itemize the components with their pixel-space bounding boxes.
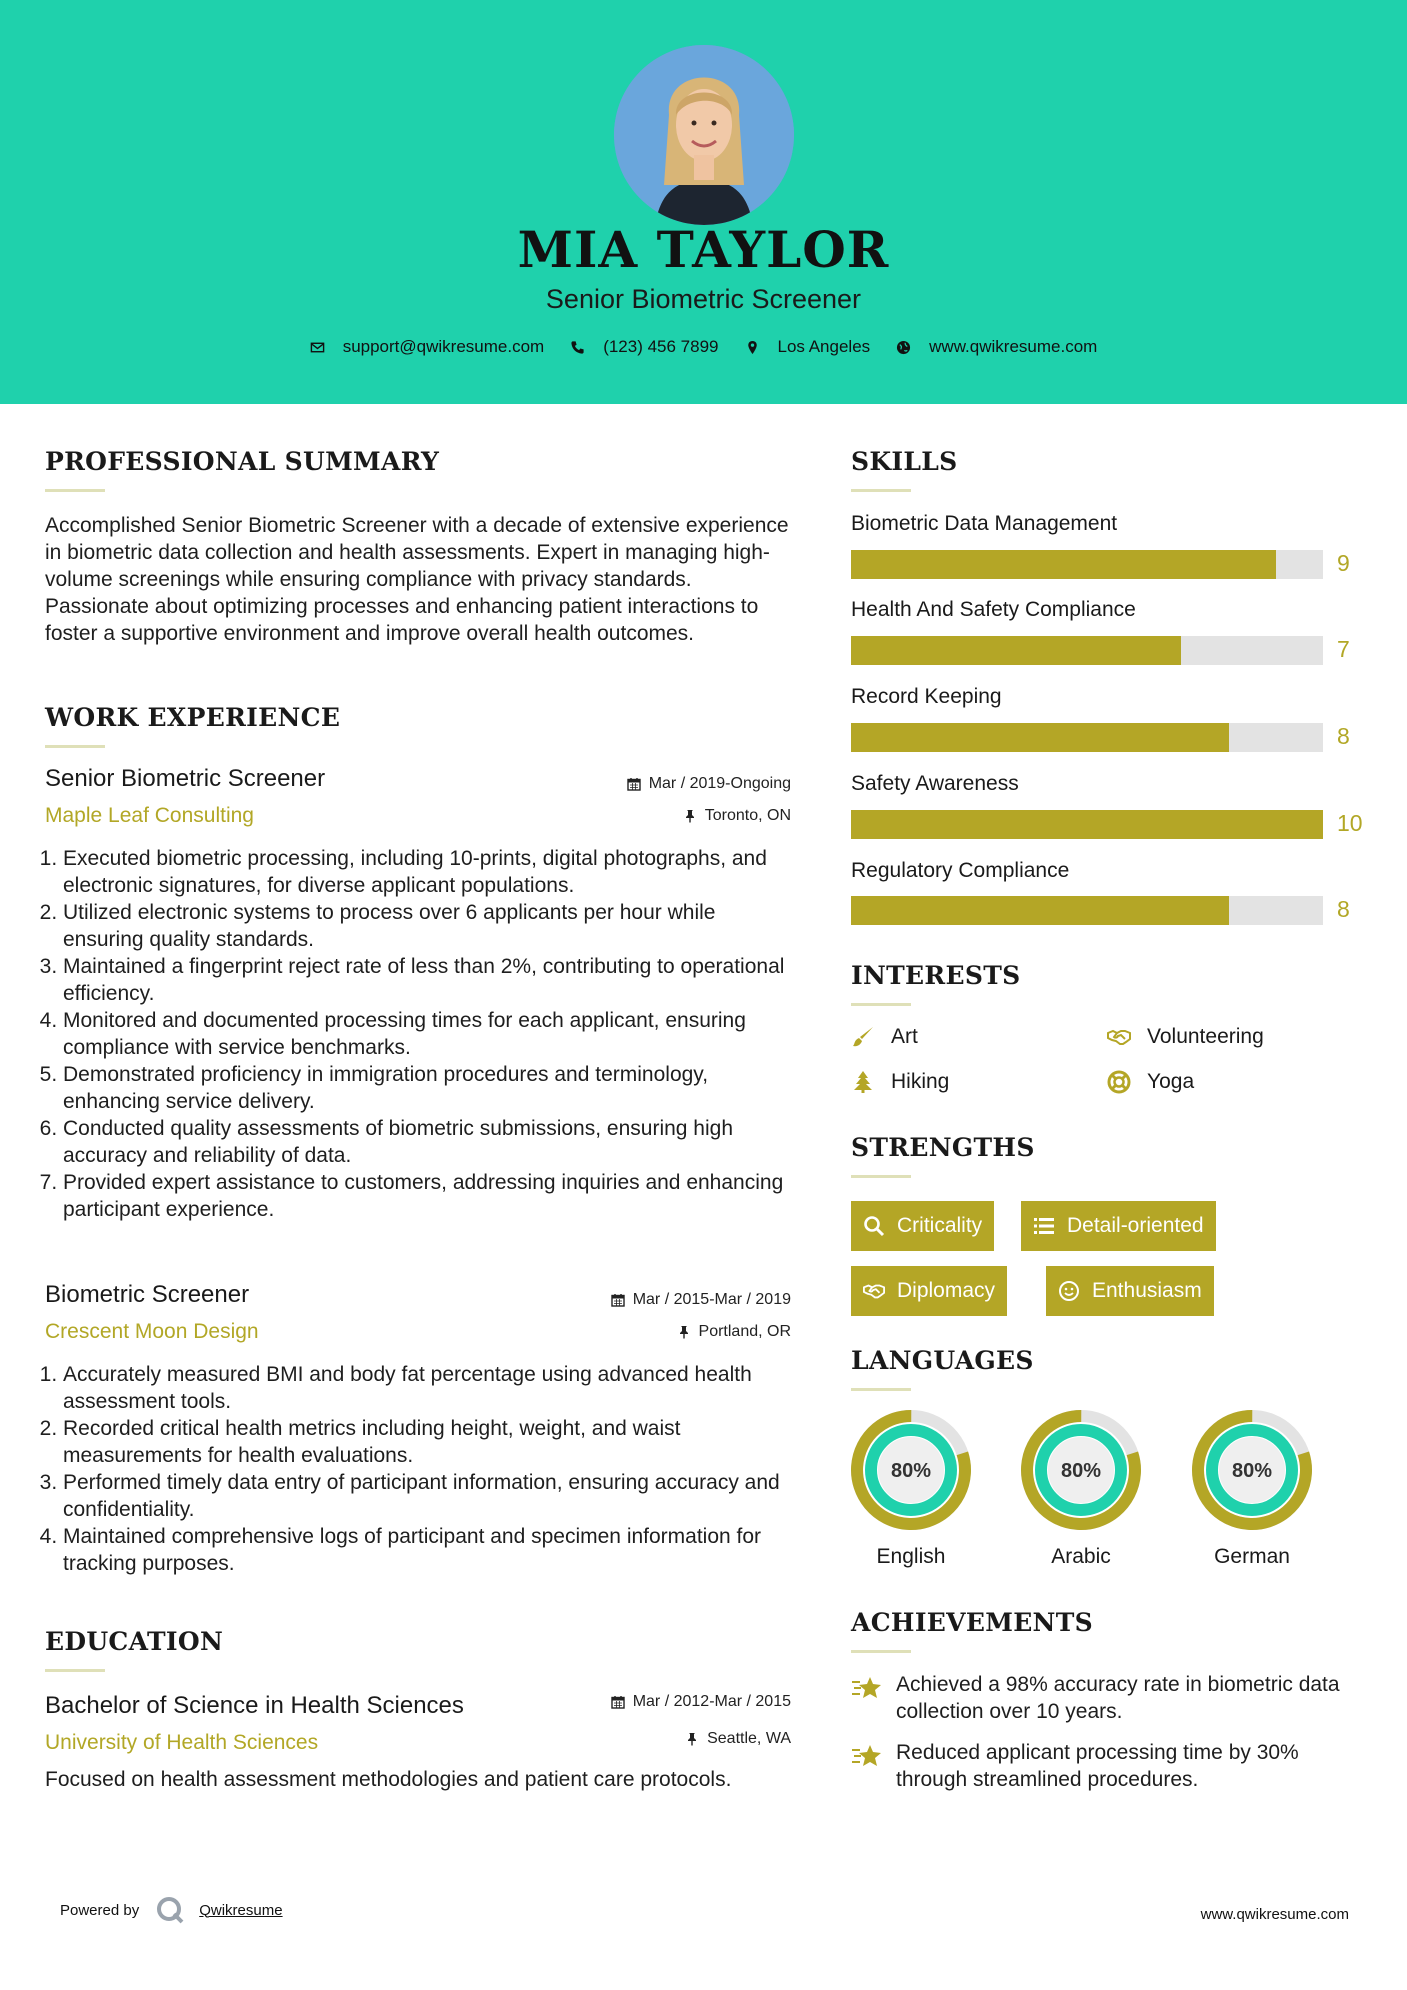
summary-heading: PROFESSIONAL SUMMARY	[45, 447, 440, 476]
calendar-icon	[627, 777, 641, 791]
skill-bar-track	[851, 810, 1323, 839]
skill-name: Biometric Data Management	[851, 512, 1118, 535]
footer-brand-link[interactable]: Qwikresume	[199, 1901, 283, 1919]
qwikresume-logo-icon	[155, 1895, 185, 1925]
job-location-text: Portland, OR	[698, 1323, 791, 1340]
skill-name: Health And Safety Compliance	[851, 598, 1136, 621]
skill-bar-fill	[851, 810, 1323, 839]
language-name: English	[876, 1545, 946, 1568]
contact-bar	[0, 337, 1407, 357]
skill-bar-track	[851, 550, 1323, 579]
job-duties	[45, 845, 795, 1223]
candidate-name: MIA TAYLOR	[517, 220, 890, 279]
language-percent: 80%	[1060, 1460, 1102, 1482]
language-name: German	[1214, 1545, 1290, 1568]
skill-value: 8	[1337, 896, 1350, 922]
job-location	[683, 807, 791, 825]
contact-phone-text: (123) 456 7899	[603, 337, 719, 356]
contact-email-text: support@qwikresume.com	[342, 337, 545, 356]
contact-location	[745, 337, 871, 357]
paintbrush-icon	[851, 1025, 875, 1049]
skill-name: Safety Awareness	[851, 772, 1019, 795]
language-item	[850, 1409, 972, 1569]
globe-icon	[896, 340, 911, 355]
skill-name: Record Keeping	[851, 685, 1002, 708]
calendar-icon	[611, 1293, 625, 1307]
phone-icon	[570, 340, 585, 355]
education-heading: EDUCATION	[45, 1627, 224, 1656]
contact-location-text: Los Angeles	[777, 337, 871, 356]
map-pin-icon	[745, 340, 760, 355]
list-item: 5. Demonstrated proficiency in immigration procedures and terminology, enhancing service delivery.	[63, 1061, 795, 1115]
strength-tag	[1046, 1266, 1214, 1316]
achievement-text: Reduced applicant processing time by 30% through streamlined procedures.	[896, 1741, 1299, 1791]
contact-website-text: www.qwikresume.com	[929, 337, 1098, 356]
job-role: Biometric Screener	[45, 1281, 250, 1308]
language-percent: 80%	[890, 1460, 932, 1482]
strength-tag	[851, 1201, 994, 1251]
list-item: 3. Maintained a fingerprint reject rate of less than 2%, contributing to operational efficiency.	[63, 953, 795, 1007]
achievement-item	[851, 1671, 1361, 1725]
pushpin-icon	[677, 1325, 691, 1339]
strength-label: Enthusiasm	[1092, 1279, 1202, 1302]
language-name: Arabic	[1051, 1545, 1111, 1568]
achievement-text: Achieved a 98% accuracy rate in biometric data collection over 10 years.	[896, 1673, 1340, 1723]
contact-website[interactable]	[896, 337, 1097, 357]
skill-bar-track	[851, 636, 1323, 665]
interests-heading: INTERESTS	[851, 961, 1021, 990]
interest-label: Volunteering	[1147, 1025, 1264, 1048]
language-ring	[850, 1409, 972, 1531]
pushpin-icon	[685, 1732, 699, 1746]
strength-label: Criticality	[897, 1214, 983, 1237]
job-role: Senior Biometric Screener	[45, 765, 326, 792]
star-badge-icon	[851, 1742, 883, 1772]
list-item: 1. Executed biometric processing, including 10-prints, digital photographs, and electronic signatures, for diverse applicant populations.	[63, 845, 795, 899]
job-company: Maple Leaf Consulting	[45, 804, 254, 827]
candidate-title: Senior Biometric Screener	[545, 284, 862, 314]
language-item	[1191, 1409, 1313, 1569]
interest-item	[1107, 1025, 1264, 1049]
powered-by-text: Powered by	[60, 1901, 140, 1919]
language-percent: 80%	[1231, 1460, 1273, 1482]
job-dates-text: Mar / 2015-Mar / 2019	[632, 1291, 791, 1308]
lifebuoy-icon	[1107, 1070, 1131, 1094]
skill-bar-track	[851, 896, 1323, 925]
achievement-item	[851, 1739, 1361, 1793]
strength-label: Detail-oriented	[1067, 1214, 1204, 1237]
skill-bar-fill	[851, 896, 1229, 925]
job-dates	[611, 1291, 791, 1309]
skill-value: 9	[1337, 550, 1350, 576]
star-badge-icon	[851, 1674, 883, 1704]
calendar-icon	[611, 1695, 625, 1709]
language-ring	[1191, 1409, 1313, 1531]
handshake-icon	[1107, 1025, 1131, 1049]
list-item: 6. Conducted quality assessments of biometric submissions, ensuring high accuracy and reliability of data.	[63, 1115, 795, 1169]
skill-bar-track	[851, 723, 1323, 752]
job-location-text: Toronto, ON	[704, 807, 791, 824]
skill-bar-fill	[851, 550, 1276, 579]
interest-item	[851, 1025, 918, 1049]
strength-tag	[1021, 1201, 1216, 1251]
interest-label: Hiking	[891, 1070, 950, 1093]
list-item: 2. Utilized electronic systems to process over 6 applicants per hour while ensuring quality standards.	[63, 899, 795, 953]
education-dates	[611, 1693, 791, 1711]
list-icon	[1033, 1215, 1055, 1237]
job-location	[677, 1323, 791, 1341]
language-ring	[1020, 1409, 1142, 1531]
interest-label: Yoga	[1147, 1070, 1195, 1093]
job-company: Crescent Moon Design	[45, 1320, 259, 1343]
footer-powered-by	[60, 1895, 283, 1925]
list-item: 1. Accurately measured BMI and body fat percentage using advanced health assessment tools.	[63, 1361, 795, 1415]
education-location	[685, 1730, 791, 1748]
education-dates-text: Mar / 2012-Mar / 2015	[632, 1693, 791, 1710]
strength-label: Diplomacy	[897, 1279, 996, 1302]
pushpin-icon	[683, 809, 697, 823]
skill-name: Regulatory Compliance	[851, 859, 1070, 882]
education-description: Focused on health assessment methodologies and patient care protocols.	[45, 1768, 732, 1791]
education-location-text: Seattle, WA	[707, 1730, 791, 1747]
job-dates	[627, 775, 791, 793]
skills-heading: SKILLS	[851, 447, 958, 476]
profile-photo-illustration	[614, 45, 794, 225]
language-item	[1020, 1409, 1142, 1569]
experience-heading: WORK EXPERIENCE	[45, 703, 341, 732]
list-item: 7. Provided expert assistance to customers, addressing inquiries and enhancing participant experience.	[63, 1169, 795, 1223]
interest-item	[851, 1070, 949, 1094]
smile-icon	[1058, 1280, 1080, 1302]
list-item: 4. Monitored and documented processing times for each applicant, ensuring compliance with service benchmarks.	[63, 1007, 795, 1061]
skill-bar-fill	[851, 636, 1181, 665]
resume-header	[0, 0, 1407, 404]
education-school: University of Health Sciences	[45, 1731, 319, 1754]
strength-tag	[851, 1266, 1007, 1316]
list-item: 2. Recorded critical health metrics including height, weight, and waist measurements for health evaluations.	[63, 1415, 795, 1469]
achievements-heading: ACHIEVEMENTS	[851, 1608, 1093, 1637]
job-duties	[45, 1361, 795, 1577]
languages-heading: LANGUAGES	[851, 1346, 1034, 1375]
contact-email[interactable]	[310, 337, 545, 357]
skill-value: 10	[1337, 810, 1363, 836]
interest-label: Art	[891, 1025, 918, 1048]
job-dates-text: Mar / 2019-Ongoing	[648, 775, 791, 792]
handshake-icon	[863, 1280, 885, 1302]
strengths-heading: STRENGTHS	[851, 1133, 1035, 1162]
envelope-icon	[310, 340, 325, 355]
profile-photo	[614, 45, 794, 225]
education-degree: Bachelor of Science in Health Sciences	[45, 1692, 464, 1719]
tree-icon	[851, 1070, 875, 1094]
interest-item	[1107, 1070, 1194, 1094]
search-icon	[863, 1215, 885, 1237]
footer-url[interactable]: www.qwikresume.com	[1200, 1906, 1349, 1923]
contact-phone[interactable]	[570, 337, 718, 357]
list-item: 4. Maintained comprehensive logs of participant and specimen information for tracking purposes.	[63, 1523, 795, 1577]
skill-value: 8	[1337, 723, 1350, 749]
skill-bar-fill	[851, 723, 1229, 752]
skill-value: 7	[1337, 636, 1350, 662]
list-item: 3. Performed timely data entry of participant information, ensuring accuracy and confidentiality.	[63, 1469, 795, 1523]
summary-text: Accomplished Senior Biometric Screener with a decade of extensive experience in biometric data collection and health assessments. Expert in managing high-volume screenings while ensuring compliance with privacy standards. Passionate about optimizing processes and enhancing patient interactions to foster a supportive environment and improve overall health outcomes.	[45, 514, 789, 645]
